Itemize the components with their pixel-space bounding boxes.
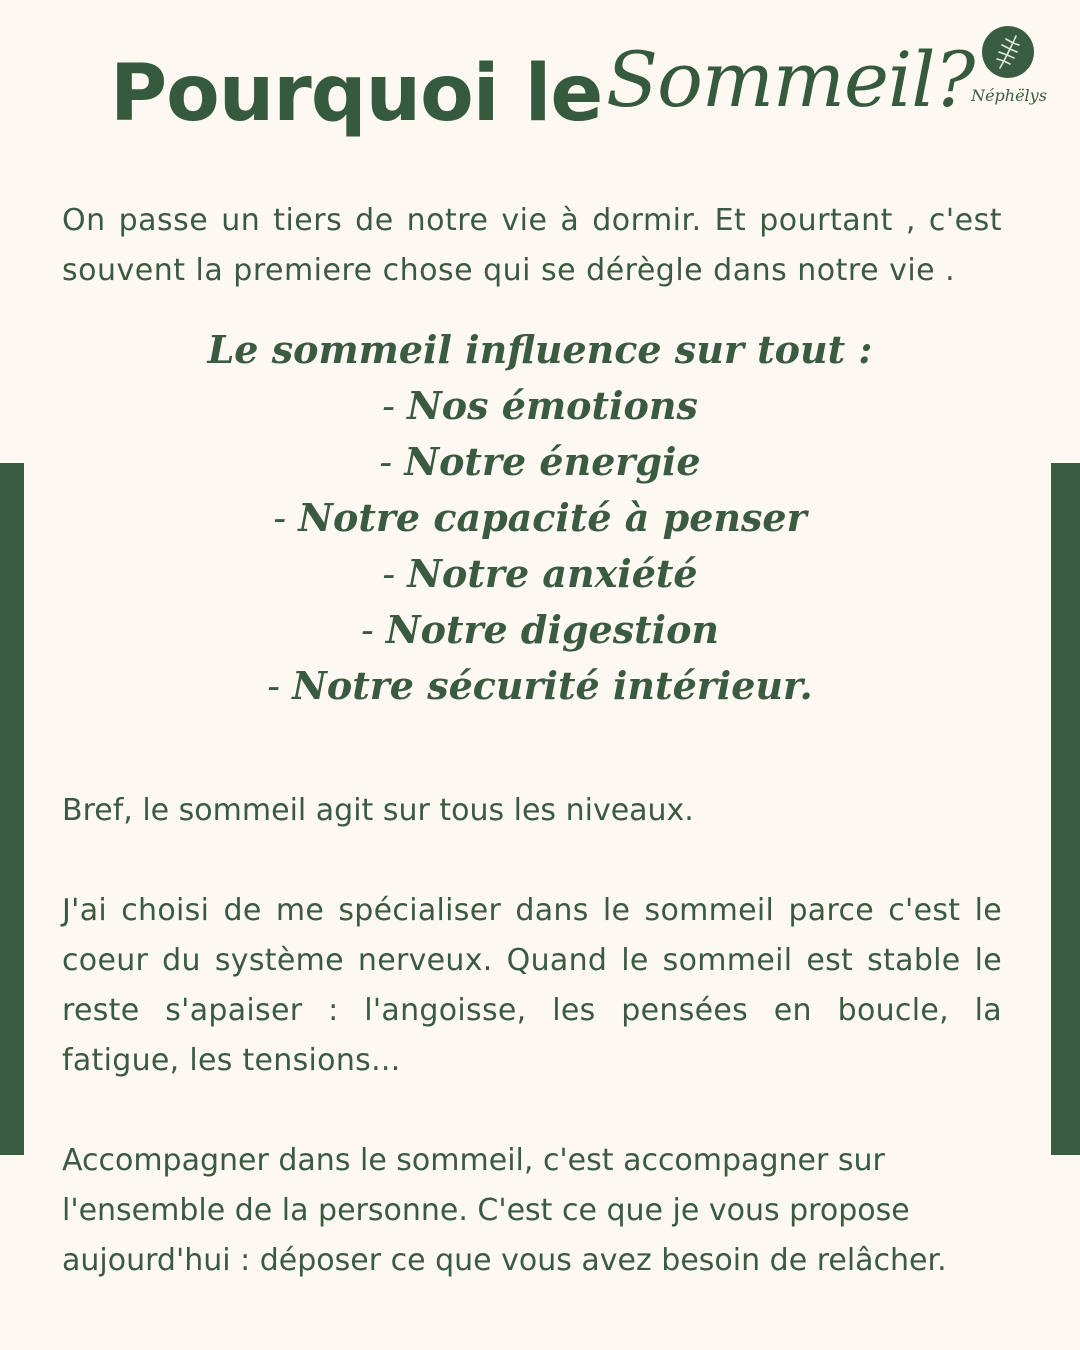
list-item: - Notre sécurité intérieur. bbox=[267, 663, 813, 708]
list-item-label: Notre digestion bbox=[385, 607, 720, 652]
list-item: - Notre énergie bbox=[379, 439, 701, 484]
list-item: - Notre capacité à penser bbox=[273, 495, 807, 540]
accompaniment-paragraph: Accompagner dans le sommeil, c'est accompagner sur l'ensemble de la personne. C'est ce que je vous propose aujourd'hui : déposer ce que vous avez besoin de relâcher. bbox=[62, 1143, 947, 1278]
summary-paragraph: Bref, le sommeil agit sur tous les niveaux. bbox=[62, 793, 694, 828]
list-item-label: Notre sécurité intérieur. bbox=[292, 663, 813, 708]
list-item: - Notre anxiété bbox=[382, 551, 698, 596]
specialization-paragraph: J'ai choisi de me spécialiser dans le sommeil parce c'est le coeur du système nerveux. Quand le sommeil est stable le reste s'apaiser : l'angoisse, les pensées en boucle, la fatigue, les tensions... bbox=[62, 893, 1002, 1078]
influence-heading: Le sommeil influence sur tout : bbox=[207, 327, 873, 372]
page-title-script: Sommeil? bbox=[606, 35, 975, 124]
influence-list bbox=[0, 322, 1080, 714]
intro-paragraph: On passe un tiers de notre vie à dormir. Et pourtant , c'est souvent la premiere chose qui se dérègle dans notre vie . bbox=[62, 203, 1002, 288]
list-item-label: Notre énergie bbox=[404, 439, 701, 484]
brand-name: Néphëlys bbox=[971, 86, 1047, 105]
list-item-label: Notre capacité à penser bbox=[298, 495, 807, 540]
list-item-label: Notre anxiété bbox=[407, 551, 698, 596]
fern-leaf-icon bbox=[982, 26, 1034, 78]
list-item-label: Nos émotions bbox=[407, 383, 698, 428]
page-title: Pourquoi le bbox=[110, 49, 603, 139]
brand-logo bbox=[968, 26, 1050, 122]
list-item: - Nos émotions bbox=[382, 383, 698, 428]
list-item: - Notre digestion bbox=[360, 607, 720, 652]
